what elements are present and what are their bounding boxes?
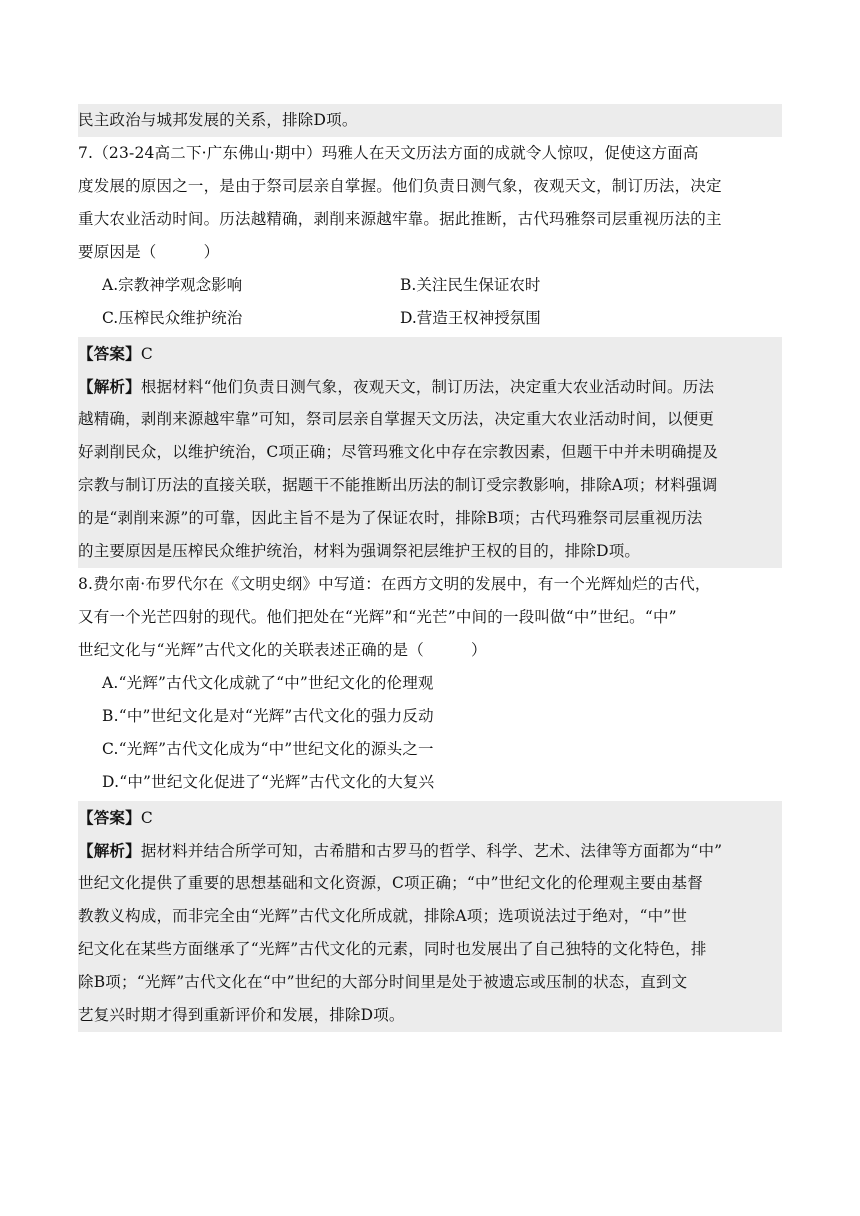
answer-value: C <box>140 345 153 363</box>
analysis-line <box>78 370 782 403</box>
option-a: A.宗教神学观念影响 <box>102 276 243 294</box>
analysis-line: 的是“剥削来源”的可靠，因此主旨不是为了保证农时，排除B项；古代玛雅祭司层重视历法 <box>78 502 782 535</box>
option-c: C.压榨民众维护统治 <box>102 309 243 327</box>
page-content <box>78 104 782 1032</box>
option-d: D.营造王权神授氛围 <box>400 309 541 327</box>
analysis-line: 的主要原因是压榨民众维护统治，材料为强调祭祀层维护王权的目的，排除D项。 <box>78 535 782 568</box>
analysis-line: 艺复兴时期才得到重新评价和发展，排除D项。 <box>78 999 782 1032</box>
analysis-text: 据材料并结合所学可知，古希腊和古罗马的哲学、科学、艺术、法律等方面都为“中” <box>140 842 723 860</box>
question-stem-line: 世纪文化与“光辉”古代文化的关联表述正确的是（ ） <box>78 641 487 659</box>
analysis-text: 根据材料“他们负责日测气象，夜观天文，制订历法，决定重大农业活动时间。历法 <box>140 378 715 396</box>
analysis-label: 【解析】 <box>78 841 141 860</box>
answer-label: 【答案】 <box>78 808 141 827</box>
answer-line <box>78 801 782 834</box>
option-d: D.“中”世纪文化促进了“光辉”古代文化的大复兴 <box>102 773 435 791</box>
option-b: B.“中”世纪文化是对“光辉”古代文化的强力反动 <box>102 707 434 725</box>
question-8 <box>78 568 782 1032</box>
analysis-line: 宗教与制订历法的直接关联，据题干不能推断出历法的制订受宗教影响，排除A项；材料强调 <box>78 469 782 502</box>
options-row <box>78 302 782 335</box>
question-stem-line: 度发展的原因之一，是由于祭司层亲自掌握。他们负责日测气象，夜观天文，制订历法，决定 <box>78 177 722 195</box>
question-stem-line: 重大农业活动时间。历法越精确，剥削来源越牢靠。据此推断，古代玛雅祭司层重视历法的主 <box>78 210 722 228</box>
answer-line <box>78 337 782 370</box>
options-row <box>78 269 782 302</box>
question-7 <box>78 137 782 568</box>
option-c: C.“光辉”古代文化成为“中”世纪文化的源头之一 <box>102 740 434 758</box>
question-stem-line: 要原因是（ ） <box>78 243 220 261</box>
option-a: A.“光辉”古代文化成就了“中”世纪文化的伦理观 <box>102 674 434 692</box>
analysis-line: 世纪文化提供了重要的思想基础和文化资源，C项正确；“中”世纪文化的伦理观主要由基督 <box>78 867 782 900</box>
analysis-line: 教教义构成，而非完全由“光辉”古代文化所成就，排除A项；选项说法过于绝对，“中”世 <box>78 900 782 933</box>
answer-value: C <box>140 809 153 827</box>
analysis-line <box>78 834 782 867</box>
analysis-line: 越精确，剥削来源越牢靠”可知，祭司层亲自掌握天文历法，决定重大农业活动时间，以便更 <box>78 403 782 436</box>
analysis-line: 纪文化在某些方面继承了“光辉”古代文化的元素，同时也发展出了自己独特的文化特色，排 <box>78 933 782 966</box>
analysis-line: 好剥削民众，以维护统治，C项正确；尽管玛雅文化中存在宗教因素，但题干中并未明确提及 <box>78 436 782 469</box>
question-stem-line: 7.（23-24高二下·广东佛山·期中）玛雅人在天文历法方面的成就令人惊叹，促使这方面高 <box>78 144 699 162</box>
previous-analysis-tail: 民主政治与城邦发展的关系，排除D项。 <box>78 104 782 137</box>
option-b: B.关注民生保证农时 <box>400 276 541 294</box>
analysis-label: 【解析】 <box>78 377 141 396</box>
answer-label: 【答案】 <box>78 344 141 363</box>
question-stem-line: 8.费尔南·布罗代尔在《文明史纲》中写道：在西方文明的发展中，有一个光辉灿烂的古代， <box>78 575 711 593</box>
question-stem-line: 又有一个光芒四射的现代。他们把处在“光辉”和“光芒”中间的一段叫做“中”世纪。“中” <box>78 608 677 626</box>
analysis-line: 除B项；“光辉”古代文化在“中”世纪的大部分时间里是处于被遗忘或压制的状态，直到文 <box>78 966 782 999</box>
